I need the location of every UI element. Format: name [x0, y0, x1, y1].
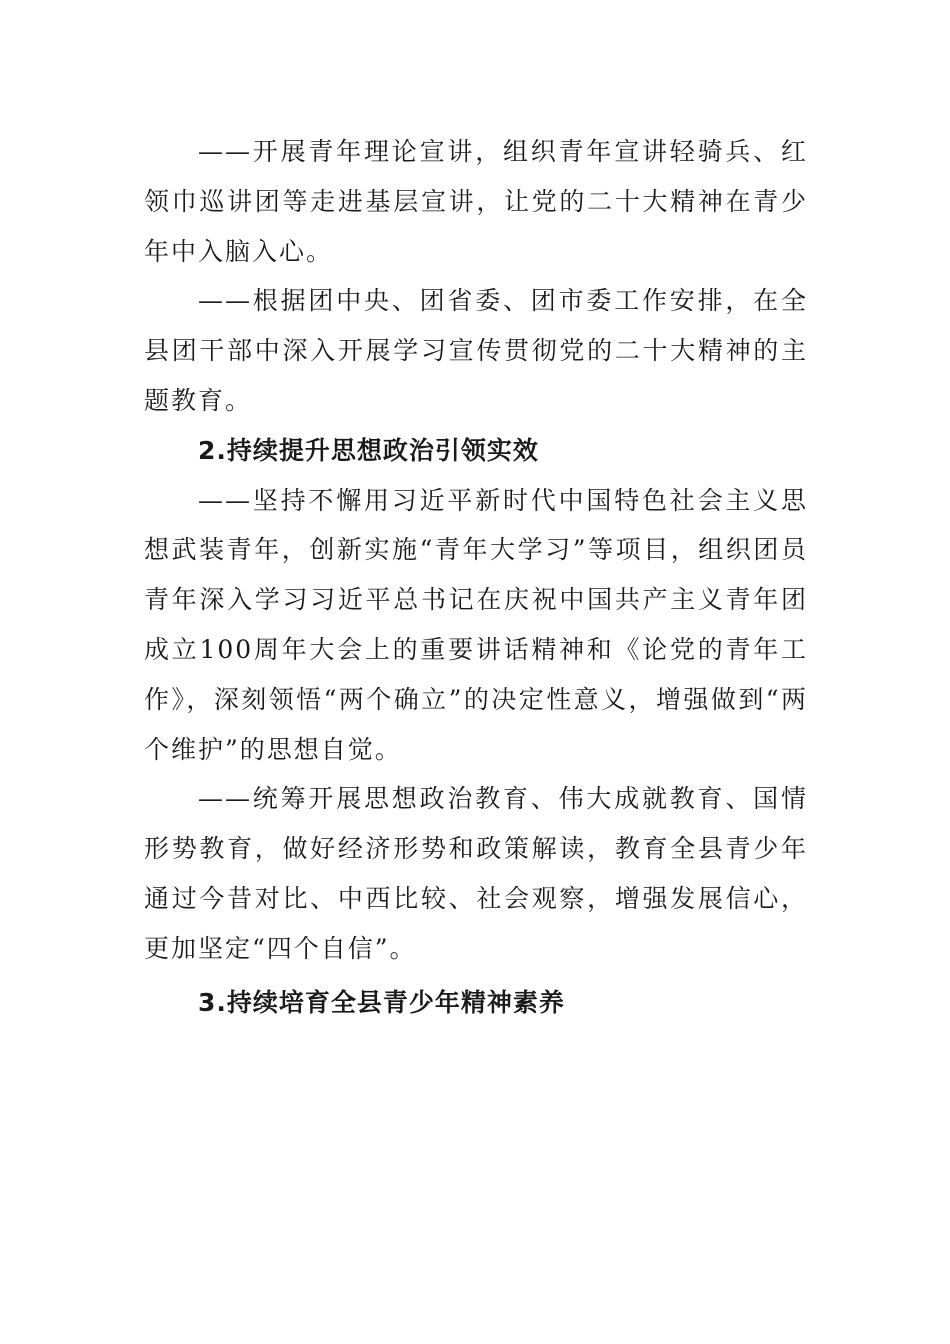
- section-heading-3: 3.持续培育全县青少年精神素养: [198, 987, 565, 1017]
- paragraph-political-education: ——统筹开展思想政治教育、伟大成就教育、国情形势教育，做好经济形势和政策解读，教育全县青少年通过今昔对比、中西比较、社会观察，增强发展信心，更加坚定“四个自信”。: [144, 784, 808, 963]
- paragraph-theme-education: ——根据团中央、团省委、团市委工作安排，在全县团干部中深入开展学习宣传贯彻党的二十大精神的主题教育。: [144, 286, 808, 415]
- paragraph-study-thought: ——坚持不懈用习近平新时代中国特色社会主义思想武装青年，创新实施“青年大学习”等项目，组织团员青年深入学习习近平总书记在庆祝中国共产主义青年团成立100周年大会上的重要讲话精神和《论党的青年工作》，深刻领悟“两个确立”的决定性意义，增强做到“两个维护”的思想自觉。: [144, 485, 808, 764]
- section-heading-2: 2.持续提升思想政治引领实效: [198, 435, 539, 465]
- document-body: [144, 127, 808, 1027]
- paragraph-theory-lecture: ——开展青年理论宣讲，组织青年宣讲轻骑兵、红领巾巡讲团等走进基层宣讲，让党的二十大精神在青少年中入脑入心。: [144, 137, 808, 266]
